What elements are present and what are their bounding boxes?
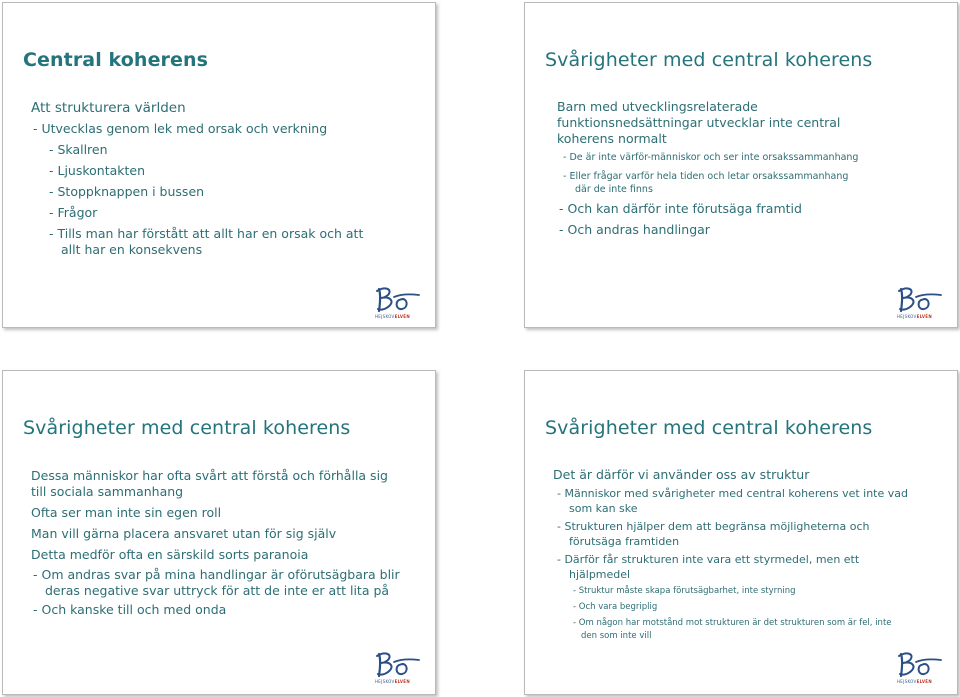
slide-title: Central koherens <box>23 49 209 71</box>
bullet-line: - Utvecklas genom lek med orsak och verkning <box>33 121 328 136</box>
body-line: Man vill gärna placera ansvaret utan för sig själv <box>31 526 337 541</box>
logo-caption: HEJSKOVELVÉN <box>375 314 410 319</box>
bullet-line: - Om andras svar på mina handlingar är oförutsägbara blir <box>33 567 400 582</box>
bullet-line: - Eller frågar varför hela tiden och letar orsakssammanhang <box>563 171 849 182</box>
logo-caption: HEJSKOVELVÉN <box>375 679 410 684</box>
bullet-line: - Strukturen hjälper dem att begränsa möjligheterna och <box>557 520 870 533</box>
bullet-line-cont: som kan ske <box>569 501 638 515</box>
logo-caption: HEJSKOVELVÉN <box>897 314 932 319</box>
bullet-line: - Och andras handlingar <box>559 222 710 237</box>
slide-body <box>553 467 939 643</box>
body-line: Det är därför vi använder oss av struktur <box>553 467 810 482</box>
bo-logo <box>897 286 943 322</box>
logo-caption: HEJSKOVELVÉN <box>897 679 932 684</box>
bullet-line-cont: där de inte finns <box>575 184 653 195</box>
bullet-line: - Tills man har förstått att allt har en orsak och att <box>49 226 364 241</box>
body-line: Ofta ser man inte sin egen roll <box>31 505 222 520</box>
slide-4 <box>524 370 958 695</box>
bullet-line: - Människor med svårigheter med central koherens vet inte vad <box>557 487 908 500</box>
slide-body <box>557 99 939 238</box>
body-line: Att strukturera världen <box>31 100 186 116</box>
bullet-line-cont: allt har en konsekvens <box>61 242 203 257</box>
bo-logo <box>897 651 943 687</box>
bullet-line: - Och kan därför inte förutsäga framtid <box>559 201 802 216</box>
bullet-line: - Därför får strukturen inte vara ett styrmedel, men ett <box>557 553 860 566</box>
body-line: Detta medför ofta en särskild sorts paranoia <box>31 547 309 562</box>
bullet-line-cont: hjälpmedel <box>569 567 631 581</box>
bullet-line: - Ljuskontakten <box>49 163 146 178</box>
bullet-line-cont: deras negative svar uttryck för att de inte er att lita på <box>45 583 390 598</box>
bo-logo-icon <box>897 286 943 314</box>
body-line: Barn med utvecklingsrelaterade <box>557 99 758 114</box>
bullet-line-cont: förutsäga framtiden <box>569 534 680 548</box>
slide-3 <box>2 370 436 695</box>
bullet-line: - Om någon har motstånd mot strukturen är det strukturen som är fel, inte <box>573 618 892 628</box>
slide-title: Svårigheter med central koherens <box>545 417 873 439</box>
slide-2 <box>524 2 958 328</box>
slide-body <box>31 99 417 258</box>
bo-logo <box>375 286 421 322</box>
bullet-line-cont: den som inte vill <box>581 631 652 641</box>
bo-logo-icon <box>375 286 421 314</box>
body-line: koherens normalt <box>557 131 667 146</box>
bullet-line: - De är inte värför-människor och ser inte orsakssammanhang <box>563 152 859 163</box>
body-line: Dessa människor har ofta svårt att förstå och förhålla sig <box>31 468 388 483</box>
slide-title: Svårigheter med central koherens <box>545 49 873 71</box>
bo-logo-icon <box>375 651 421 679</box>
bo-logo-icon <box>897 651 943 679</box>
bullet-line: - Frågor <box>49 205 98 220</box>
body-line: till sociala sammanhang <box>31 484 184 499</box>
bo-logo <box>375 651 421 687</box>
slide-body <box>31 468 417 618</box>
bullet-line: - Struktur måste skapa förutsägbarhet, inte styrning <box>573 586 796 596</box>
bullet-line: - Stoppknappen i bussen <box>49 184 205 199</box>
bullet-line: - Och vara begriplig <box>573 602 658 612</box>
slide-title: Svårigheter med central koherens <box>23 417 351 439</box>
bullet-line: - Skallren <box>49 142 108 157</box>
slide-1 <box>2 2 436 328</box>
bullet-line: - Och kanske till och med onda <box>33 602 227 617</box>
body-line: funktionsnedsättningar utvecklar inte central <box>557 115 841 130</box>
